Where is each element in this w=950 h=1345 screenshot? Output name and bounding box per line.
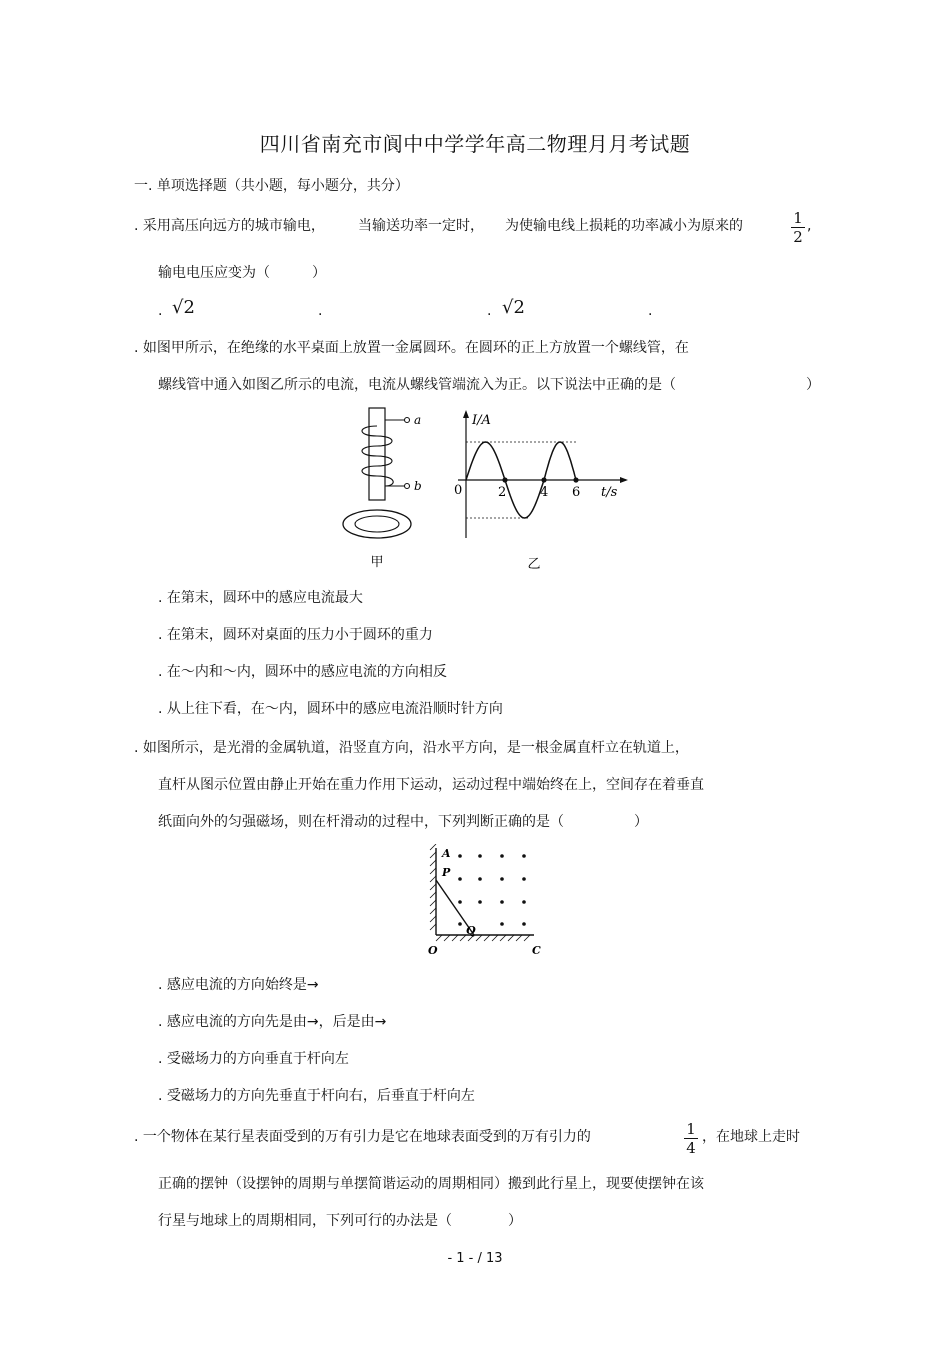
terminal-a [405,418,410,423]
q3-option-c: . 受磁场力的方向垂直于杆向左 [158,1051,349,1067]
field-dot [522,922,526,926]
page-number: - 1 - / 13 [447,1251,503,1266]
field-dot [500,900,504,904]
q2-line1: . 如图甲所示，在绝缘的水平桌面上放置一金属圆环。在圆环的正上方放置一个螺线管，在 [134,340,689,356]
current-time-graph [448,408,633,573]
field-dot [478,900,482,904]
wall-hatching [430,844,436,930]
page-title: 四川省南充市阆中中学学年高二物理月月考试题 [259,132,691,156]
label-a: a [414,413,422,427]
q3-option-a: . 感应电流的方向始终是→ [158,977,319,993]
field-dot [522,854,526,858]
q2-line2: 螺线管中通入如图乙所示的电流，电流从螺线管端流入为正。以下说法中正确的是（ [158,377,676,393]
field-dot [500,854,504,858]
q3-line2: 直杆从图示位置由静止开始在重力作用下运动，运动过程中端始终在上，空间存在着垂直 [158,777,704,793]
label-A: A [442,847,451,860]
q3-option-b: . 感应电流的方向先是由→，后是由→ [158,1014,387,1030]
q1-option-a-dot: . [158,303,163,319]
label-O: O [428,944,438,957]
q4-line3: 行星与地球上的周期相同，下列可行的办法是（ ） [158,1213,522,1229]
q1-option-d-dot: . [648,303,653,319]
y-axis-label: I/A [472,413,491,428]
q1-option-c-value: √2 [502,297,525,318]
zero-cross-4 [541,477,546,482]
solenoid-core [369,408,385,500]
field-dot [458,854,462,858]
q1-line1b: 当输送功率一定时， [358,218,484,234]
field-dot [458,877,462,881]
q1-frac-den: 2 [793,228,803,246]
field-dot [478,877,482,881]
y-axis-arrow [463,410,469,418]
q2-option-c: . 在～内和～内，圆环中的感应电流的方向相反 [158,664,447,680]
origin-label: 0 [454,483,463,498]
q4-line2: 正确的摆钟（设摆钟的周期与单摆简谐运动的周期相同）搬到此行星上，现要使摆钟在该 [158,1176,704,1192]
field-dot [500,922,504,926]
field-dot [522,900,526,904]
q1-option-a-value: √2 [172,297,195,318]
q2-option-b: . 在第末，圆环对桌面的压力小于圆环的重力 [158,627,433,643]
field-dot [522,877,526,881]
q4-frac-den: 4 [686,1139,696,1157]
label-Q: Q [466,924,476,937]
field-dot [458,922,462,926]
tick-label-4: 4 [540,485,549,500]
q1-line1a: . 采用高压向远方的城市输电， [134,218,325,234]
x-axis-arrow [620,477,628,483]
terminal-b [405,484,410,489]
field-dot [478,854,482,858]
q3-option-d: . 受磁场力的方向先垂直于杆向右，后垂直于杆向左 [158,1088,475,1104]
q1-fraction [791,210,805,245]
q4-line1b: ，在地球上走时 [702,1129,800,1145]
q2-line2-end: ） [806,377,820,393]
field-dot [458,900,462,904]
tick-label-6: 6 [572,485,581,500]
field-dot [500,877,504,881]
figure-caption-yi: 乙 [527,557,541,572]
label-b: b [414,479,422,493]
x-axis-label: t/s [601,485,618,500]
q4-line1a: . 一个物体在某行星表面受到的万有引力是它在地球表面受到的万有引力的 [134,1129,591,1145]
q1-option-c-dot: . [487,303,492,319]
q1-frac-num: 1 [793,209,803,227]
q1-option-b-dot: . [318,303,323,319]
q4-frac-num: 1 [686,1120,696,1138]
zero-cross-2 [502,477,507,482]
q1-line1c: 为使输电线上损耗的功率减小为原来的 [505,218,743,234]
metal-ring-inner [355,516,399,532]
floor-hatching [436,935,530,941]
zero-cross-6 [573,477,578,482]
q1-line2: 输电电压应变为（ ） [158,265,326,281]
q1-frac-suffix: , [807,218,812,234]
q3-line1: . 如图所示，是光滑的金属轨道，沿竖直方向，沿水平方向，是一根金属直杆立在轨道上， [134,740,689,756]
rod-track-figure [422,844,547,959]
metal-ring-outer [343,510,411,538]
solenoid-ring-figure [335,404,435,574]
section-heading: 一. 单项选择题（共小题，每小题分，共分） [134,178,409,194]
label-P: P [442,866,451,879]
q2-option-d: . 从上往下看，在～内，圆环中的感应电流沿顺时针方向 [158,701,503,717]
q4-fraction [684,1121,698,1156]
q3-line3: 纸面向外的匀强磁场，则在杆滑动的过程中，下列判断正确的是（ ） [158,814,648,830]
tick-label-2: 2 [498,485,507,500]
q2-option-a: . 在第末，圆环中的感应电流最大 [158,590,363,606]
figure-caption-jia: 甲 [370,555,384,570]
label-C: C [532,944,541,957]
magnetic-field-dots [458,854,526,926]
